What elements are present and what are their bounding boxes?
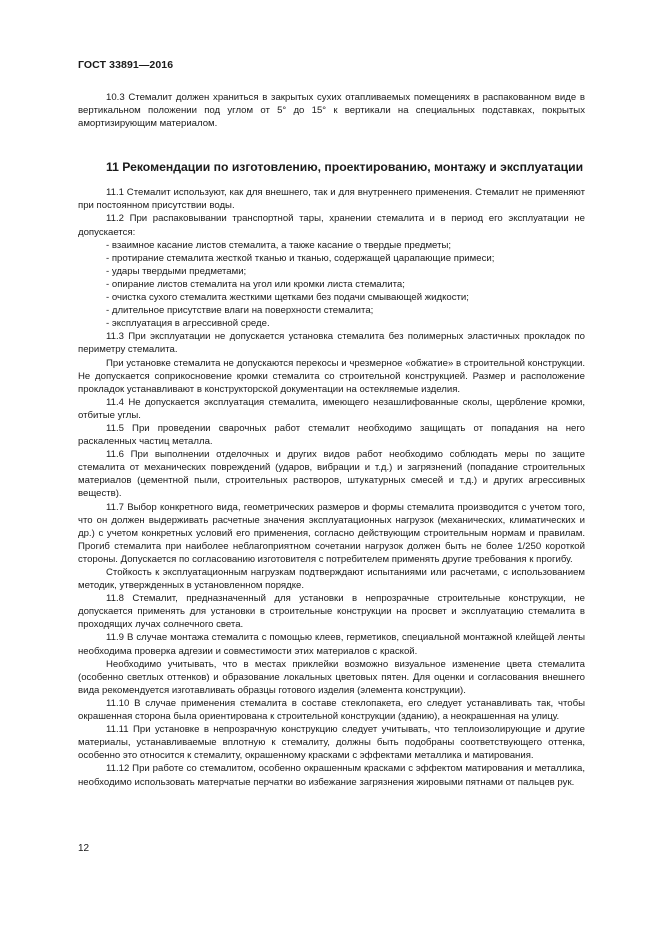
- list-item: - протирание стемалита жесткой тканью и тканью, содержащей царапающие примеси;: [106, 252, 495, 264]
- list-item: - длительное присутствие влаги на поверхности стемалита;: [106, 305, 374, 317]
- paragraph-11-7-continued: Стойкость к эксплуатационным нагрузкам подтверждают испытаниями или расчетами, с использованием методик, утвержденных в установленном порядке.: [78, 567, 585, 592]
- list-item: - удары твердыми предметами;: [106, 265, 247, 277]
- paragraph-11-4: 11.4 Не допускается эксплуатация стемалита, имеющего незашлифованные сколы, щербление кромки, отбитые углы.: [78, 396, 585, 421]
- paragraph-11-1: 11.1 Стемалит используют, как для внешнего, так и для внутреннего применения. Стемалит не применяют при постоянном присутствии воды.: [78, 187, 585, 212]
- paragraph-11-2: 11.2 При распаковывании транспортной тары, хранении стемалита и в период его эксплуатации не допускается:: [78, 213, 585, 238]
- page-number: 12: [78, 843, 90, 854]
- paragraph-11-6: 11.6 При выполнении отделочных и других видов работ необходимо соблюдать меры по защите стемалита от механических повреждений (ударов, вибрации и т.д.) и загрязнений (попадание строительных материалов (цементной пыли, строительных растворов, штукатурных смесей и т.д.) и других агрессивных веществ).: [78, 449, 585, 500]
- document-header: ГОСТ 33891—2016: [78, 59, 174, 71]
- section-title: 11 Рекомендации по изготовлению, проектированию, монтажу и эксплуатации: [106, 160, 584, 175]
- paragraph-11-11: 11.11 При установке в непрозрачную конструкцию следует учитывать, что теплоизолирующие и другие материалы, устанавливаемые вплотную к стемалиту, должны быть подобраны соответствующего оттенка, особенно это относится к стемалиту, окрашенному красками с эффектами металлика и матирования.: [78, 724, 585, 762]
- list-item: - эксплуатация в агрессивной среде.: [106, 318, 270, 330]
- paragraph-11-12: 11.12 При работе со стемалитом, особенно окрашенным красками с эффектом матирования и металлика, необходимо использовать матерчатые перчатки во избежание загрязнения жировыми пятнами от пальцев рук.: [78, 763, 585, 788]
- paragraph-11-9: 11.9 В случае монтажа стемалита с помощью клеев, герметиков, специальной монтажной клейщей ленты необходима проверка адгезии и совместимости этих материалов с краской.: [78, 632, 585, 657]
- list-item: - опирание листов стемалита на угол или кромки листа стемалита;: [106, 278, 405, 290]
- list-item: - взаимное касание листов стемалита, а также касание о твердые предметы;: [106, 239, 452, 251]
- paragraph-11-5: 11.5 При проведении сварочных работ стемалит необходимо защищать от попадания на него раскаленных частиц металла.: [78, 422, 585, 448]
- paragraph-11-3-continued: При установке стемалита не допускаются перекосы и чрезмерное «обжатие» в строительной конструкции. Не допускается соприкосновение кромки стемалита со строительной конструкцией. Размер и расположение прокладок устанавливают в конструкторской документации на остекляемые изделия.: [78, 357, 585, 395]
- paragraph-11-8: 11.8 Стемалит, предназначенный для установки в непрозрачные строительные конструкции, не допускается применять для установки в строительные конструкции на просвет и эксплуатацию стемалита в проходящих лучах солнечного света.: [78, 593, 585, 631]
- paragraph-11-7: 11.7 Выбор конкретного вида, геометрических размеров и формы стемалита производится с учетом того, что он должен выдерживать расчетные значения эксплуатационных нагрузок (механических, климатических и др.) с учетом конкретных условий его применения, согласно действующим строительным нормам и правилам. Прогиб стемалита при наиболее неблагоприятном сочетании нагрузок должен быть не более 1/250 короткой стороны. Допускается по согласованию изготовителя с потребителем применять другие требования к прогибу.: [78, 501, 585, 565]
- paragraph-11-3: 11.3 При эксплуатации не допускается установка стемалита без полимерных эластичных прокладок по периметру стемалита.: [78, 331, 585, 356]
- list-item: - очистка сухого стемалита жесткими щетками без подачи смывающей жидкости;: [106, 292, 469, 304]
- paragraph-11-9-continued: Необходимо учитывать, что в местах приклейки возможно визуальное изменение цвета стемалита (особенно светлых оттенков) и образование локальных цветовых пятен. Для оценки и согласования внешнего вида рекомендуется изготавливать образцы готового изделия (элемента конструкции).: [78, 658, 585, 696]
- paragraph-10-3: 10.3 Стемалит должен храниться в закрытых сухих отапливаемых помещениях в распакованном виде в вертикальном положении под углом от 5° до 15° к вертикали на специальных подставках, покрытых амортизирующим материалом.: [78, 92, 585, 130]
- paragraph-11-10: 11.10 В случае применения стемалита в составе стеклопакета, его следует устанавливать так, чтобы окрашенная сторона была ориентирована к строительной конструкции (зданию), а неокрашенная на улицу.: [78, 697, 585, 723]
- restrictions-list: [78, 239, 585, 331]
- page-content: [78, 91, 585, 789]
